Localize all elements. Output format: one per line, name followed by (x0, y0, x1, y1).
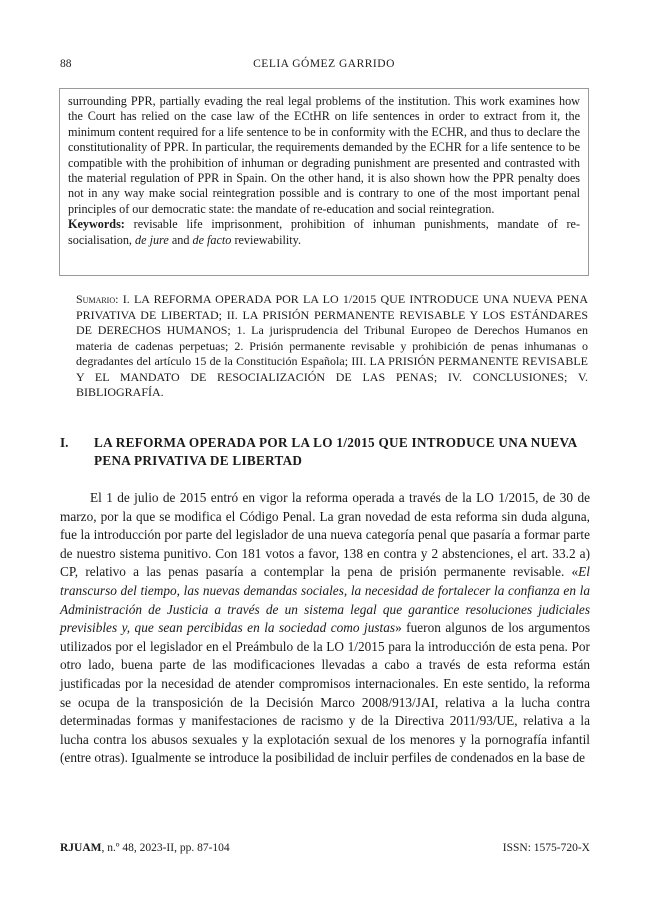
sumario-part-2: 1. La jurisprudencia del Tribunal Europeo de Derechos Humanos en materia de cadenas perpetuas; 2. Prisión permanente revisable y prohibición de penas inhumanas o degradantes del artículo 15 de la Constitución Española; (76, 323, 588, 368)
abstract-text (68, 94, 580, 217)
sumario-part-1: I. LA REFORMA OPERADA POR LA LO 1/2015 QUE INTRODUCE UNA NUEVA PENA PRIVATIVA DE LIBERTAD; II. LA PRISIÓN PERMANENTE REVISABLE Y LOS ESTÁNDARES DE DERECHOS HUMANOS; (76, 292, 588, 337)
keywords-label: Keywords: (68, 217, 125, 232)
keywords-italic-de-jure: de jure (135, 232, 169, 247)
sumario-part-3: III. LA PRISIÓN PERMANENTE REVISABLE Y EL MANDATO DE RESOCIALIZACIÓN DE LAS PENAS; IV. CONCLUSIONES; V. BIBLIOGRAFÍA. (76, 354, 588, 399)
body-quote: El transcurso del tiempo, las nuevas demandas sociales, la necesidad de fortalecer la confianza en la Administración de Justicia a través de un sistema legal que garantice resoluciones judiciales previsibles y, que sean percibidas en la sociedad como justas (60, 564, 590, 636)
footer-issn: ISSN: 1575-720-X (502, 842, 590, 854)
body-paragraph (60, 489, 590, 768)
sumario-label: Sumario: (76, 292, 119, 306)
sumario (76, 292, 588, 401)
section-number: I. (60, 435, 69, 450)
page-footer (60, 842, 590, 858)
page-number: 88 (60, 58, 72, 70)
abstract-body: surrounding PPR, partially evading the real legal problems of the institution. This work examines how the Court has relied on the case law of the ECtHR on life sentences in order to extract from it, the minimum content required for a life sentence to be in conformity with the ECHR, and thus to declare the constitutionality of PPR. In particular, the requirements demanded by the ECHR for a life sentence to be compatible with the prohibition of inhuman or degrading punishment are presented and contrasted with the material regulation of PPR in Spain. On the other hand, it is also shown how the PPR penalty does not in any way make social reintegration possible and is contrary to one of the most important penal principles of our democratic state: the mandate of re-education and social reintegration. (68, 94, 580, 216)
footer-journal: RJUAM (60, 842, 102, 854)
keywords-text: revisable life imprisonment, prohibition of inhuman punishments, mandate of re-socialisation, (68, 217, 581, 247)
section-heading (60, 434, 590, 470)
keywords-and: and (171, 232, 190, 247)
abstract-box (59, 88, 589, 276)
running-author: CELIA GÓMEZ GARRIDO (253, 58, 395, 70)
footer-issue: , n.º 48, 2023-II, pp. 87-104 (101, 842, 230, 854)
keywords-italic-de-facto: de facto (192, 232, 232, 247)
keywords-line (68, 217, 580, 248)
section-title: LA REFORMA OPERADA POR LA LO 1/2015 QUE INTRODUCE UNA NUEVA PENA PRIVATIVA DE LIBERTAD (94, 435, 577, 468)
keywords-end: reviewability. (234, 232, 301, 247)
body-text-after-quote: » fueron algunos de los argumentos utilizados por el legislador en el Preámbulo de la LO 1/2015 para la introducción de esta pena. Por otro lado, buena parte de las modificaciones llevadas a cabo a través de esta reforma están justificadas por la necesidad de atender compromisos internacionales. En este sentido, la reforma se ocupa de la transposición de la Decisión Marco 2008/913/JAI, relativa a la lucha contra determinadas formas y manifestaciones de racismo y de la Directiva 2011/93/UE, relativa a la lucha contra los abusos sexuales y la explotación sexual de los menores y la pornografía infantil (entre otras). Igualmente se introduce la posibilidad de incluir perfiles de condenados en la base de (60, 620, 590, 766)
running-header (60, 58, 588, 74)
body-text-before-quote: El 1 de julio de 2015 entró en vigor la reforma operada a través de la LO 1/2015, de 30 de marzo, por la que se modifica el Código Penal. La gran novedad de esta reforma sin duda alguna, fue la introducción por parte del legislador de una nueva categoría penal que pasaría a formar parte de nuestro sistema punitivo. Con 181 votos a favor, 138 en contra y 2 abstenciones, el art. 33.2 a) CP, relativo a las penas pasaría a contemplar la pena de prisión permanente revisable. « (60, 490, 590, 580)
footer-citation (60, 842, 230, 854)
